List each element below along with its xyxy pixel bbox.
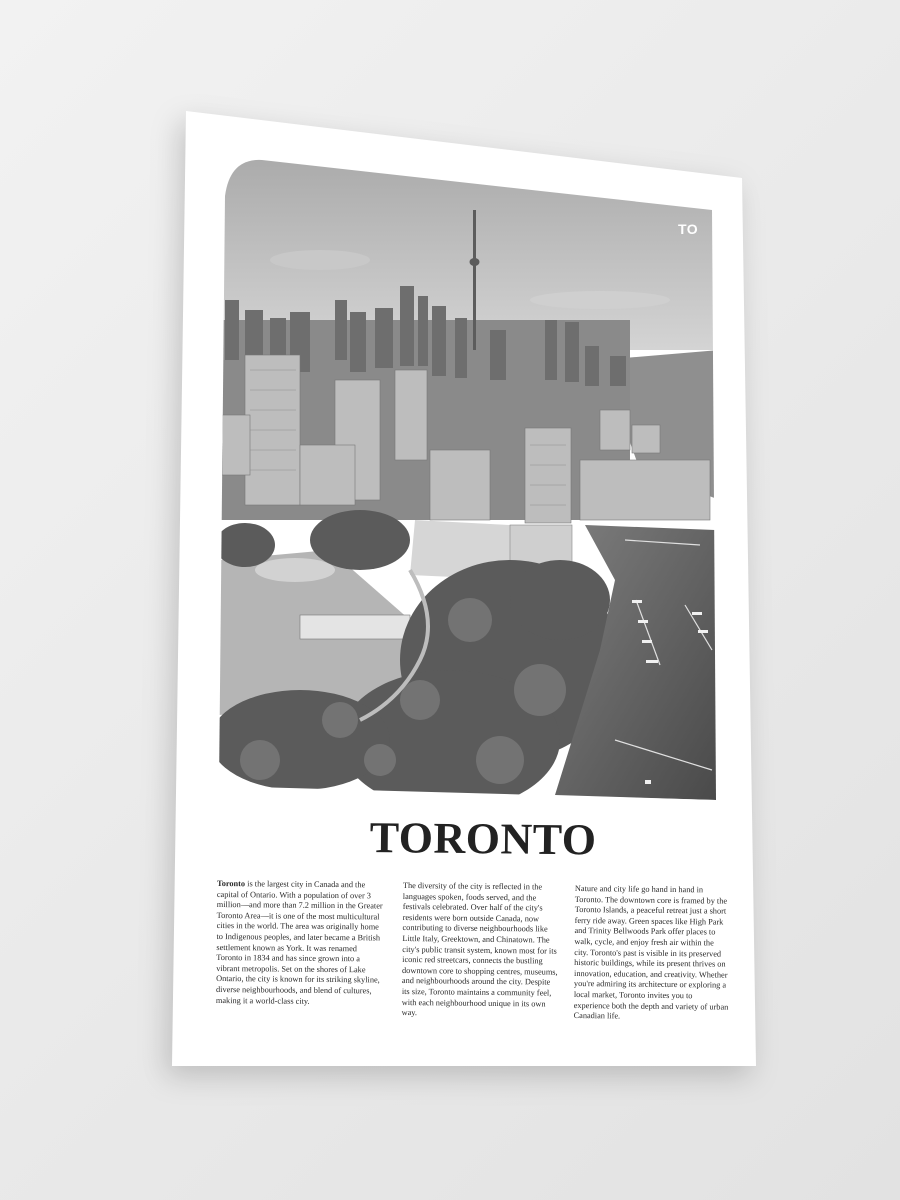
- text-column-1-lead: Toronto: [216, 879, 246, 889]
- text-column-1-body: is the largest city in Canada and the capital of Ontario. With a population of over 3 million—and more than 7.2 million in the Greater Toronto Area—it is one of the most multicultural cities in the world. The area was originally home to Indigenous peoples, and later became a British settlement known as York. It was renamed Toronto in 1834 and has since grown into a vibrant metropolis. Set on the shores of Lake Ontario, the city is known for its striking skyline, diverse neighbourhoods, and blend of cultures, making it a world-class city.: [215, 879, 383, 1006]
- text-column-1: [216, 879, 385, 1008]
- city-code-badge: TO: [678, 221, 699, 237]
- text-column-3: Nature and city life go hand in hand in Toronto. The downtown core is framed by the Toronto Islands, a peaceful retreat just a short ferry ride away. Green spaces like High Park and Trinity Bellwoods Park offer places to walk, cycle, and enjoy fresh air within the city. Toronto's past is visible in its preserved historic buildings, while its present thrives on innovation, education, and creativity. Whether you're admiring its architecture or exploring a local market, Toronto invites you to experience both the depth and variety of urban Canadian life.: [573, 884, 729, 1021]
- poster-title: TORONTO: [369, 812, 597, 865]
- text-column-2: The diversity of the city is reflected in the languages spoken, foods served, and the festivals celebrated. Over half of the city's residents were born outside Canada, now contributing to diverse neighbourhoods like Little Italy, Greektown, and Chinatown. The city's public transit system, known most for its iconic red streetcars, connects the bustling downtown core to shopping centres, museums, and neighbourhoods around the city. Despite its size, Toronto maintains a community feel, with each neighbourhood unique in its own way.: [401, 881, 558, 1018]
